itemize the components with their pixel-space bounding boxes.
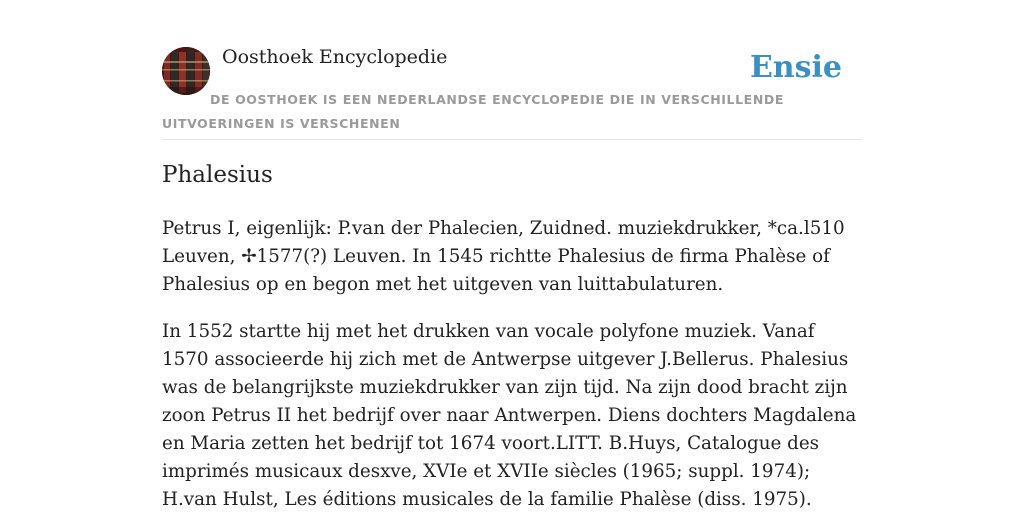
content-container [162, 0, 862, 510]
article-paragraph: In 1552 startte hij met het drukken van vocale polyfone muziek. Vanaf 1570 associeerde hij zich met de Antwerpse uitgever J.Bellerus. Phalesius was de belangrijkste muziekdrukker van zijn tijd. Na zijn dood bracht zijn zoon Petrus II het bedrijf over naar Antwerpen. Diens dochters Magdalena en Maria zetten het bedrijf tot 1674 voort.LITT. B.Huys, Catalogue des imprimés musicaux desxve, XVIe et XVIIe siècles (1965; suppl. 1974); H.van Hulst, Les éditions musicales de la familie Phalèse (diss. 1975). [162, 321, 857, 510]
article-body [162, 215, 862, 512]
site-tagline: DE OOSTHOEK IS EEN NEDERLANDSE ENCYCLOPEDIE DIE IN VERSCHILLENDE UITVOERINGEN IS VERSCHENEN [162, 92, 784, 131]
article-title: Phalesius [162, 162, 273, 188]
site-title[interactable]: Oosthoek Encyclopedie [222, 46, 448, 68]
article-paragraph: Petrus I, eigenlijk: P.van der Phalecien, Zuidned. muziekdrukker, *ca.l510 Leuven, ✢1577(?) Leuven. In 1545 richtte Phalesius de firma Phalèse of Phalesius op en begon met het uitgeven van luittabulaturen. [162, 218, 845, 295]
ensie-logo[interactable]: Ensie [749, 50, 842, 85]
header [162, 0, 862, 140]
